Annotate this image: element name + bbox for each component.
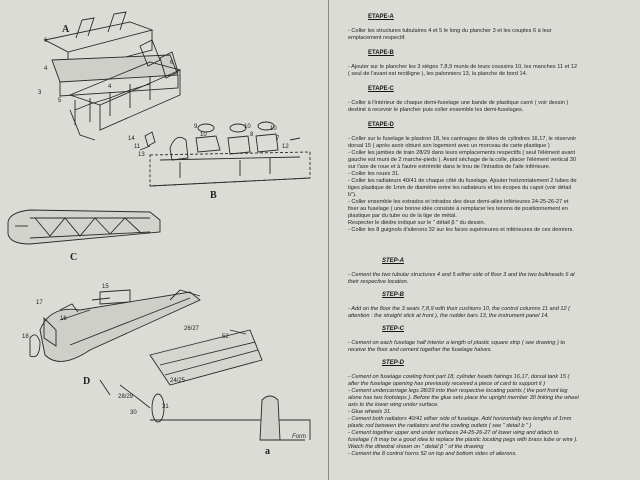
text-line: Watch the dihedral shown on " detail β " of the drawing <box>348 444 484 450</box>
part-number: 14 <box>128 136 135 142</box>
part-number: 7 <box>276 136 280 142</box>
drawing-b <box>140 122 310 186</box>
step-c-text <box>348 340 640 354</box>
text-line: plastique par du tube ou de la tige de métal. <box>348 213 457 219</box>
part-number: 52 <box>222 334 229 340</box>
text-line: emplacement respectif. <box>348 35 406 41</box>
etape-c-title: ETAPE-C <box>368 86 394 92</box>
text-line: - Add on the floor the 3 seats 7,8,9 with their cushions 10, the control columns 11 and 12 ( <box>348 306 571 312</box>
part-number: 4 <box>44 66 48 72</box>
text-line: - Coller à l'intérieur de chaque demi-fuselage une bande de plastique carré ( voir dessin ) <box>348 100 569 106</box>
part-number: 16 <box>60 316 67 322</box>
page-fold <box>328 0 329 480</box>
part-number: 26/27 <box>184 326 200 332</box>
part-number: 8 <box>250 132 254 138</box>
text-line: destiné à recevoir le plancher puis coller ensemble les demi-fuselages. <box>348 107 524 113</box>
step-a-title: STEP-A <box>382 258 405 264</box>
step-b-title: STEP-B <box>382 292 405 298</box>
part-number: 11 <box>134 144 141 150</box>
text-line: ( seul de l'avant est rectiligne ), les palonniers 13, la planche de bord 14. <box>348 71 528 77</box>
text-line: - Cement the two tubular structures 4 and 5 either side of floor 3 and the two bulkheads 6 at <box>348 272 575 278</box>
drawing-label-a-lower: a <box>265 446 270 457</box>
text-line: - Coller les 8 guignols d'ailerons 32 sur les faces supérieures et inférieures de ces derniers. <box>348 227 574 233</box>
drawing-label-c: C <box>70 252 78 263</box>
text-line: - Glue wheels 31. <box>348 409 392 415</box>
text-line: - Cement on fuselage cowling front part 18, cylinder heads fairings 16,17, dorsal tank 15 ( <box>348 374 570 380</box>
text-line: Respecter le dièdre indiqué sur le " détail β " du dessin. <box>348 220 486 226</box>
text-line: sur l'axe de roue et à l'autre extrémité dans le trou de l'intrados de l'aile inférieure. <box>348 164 551 170</box>
text-line: tiges plastique de 1mm de diamètre entre les radiateurs et les écopes du capot (voir détail <box>348 185 571 191</box>
part-number: 9 <box>194 124 198 130</box>
part-number: 10 <box>270 126 277 132</box>
part-number: 17 <box>36 300 43 306</box>
text-line: - Coller ensemble les extrados et intrados des deux demi-ailes inférieures 24-25-26-27 et <box>348 199 569 205</box>
part-number: 5 <box>58 98 62 104</box>
text-line: attention : the straight stick at front ), the rudder bars 13, the instrument panel 14. <box>348 313 549 319</box>
drawing-d <box>30 290 310 440</box>
text-line: - Ajouter sur le plancher les 3 sièges 7,8,9 munis de leurs coussins 10, les manches 11 et 12 <box>348 64 578 70</box>
text-line: - Coller les structures tubulaires 4 et 5 le long du plancher 3 et les couples 6 à leur <box>348 28 552 34</box>
drawing-label-b: B <box>210 190 217 201</box>
part-number: 6 <box>170 60 174 66</box>
text-line: fixer au fuselage ( une bonne idée consiste à remplacer les tenons de positionnement en <box>348 206 568 212</box>
text-line: fuselage ( It may be a good idea to replace the plastic locating pegs with brass tube or wire ). <box>348 437 578 443</box>
text-line: - Coller sur le fuselage le plastron 18, les carénages de têtes de cylindres 16,17, le réservoir <box>348 136 577 142</box>
part-number: 13 <box>138 152 145 158</box>
text-line: - Cement the 8 control horns 52 on top and bottom sides of ailerons. <box>348 451 517 457</box>
part-number: 6 <box>44 38 48 44</box>
text-line: - Cement undercarriage legs 28/29 into their respective locating points ( the port front leg <box>348 388 568 394</box>
text-line: - Coller les radiateurs 40/41 de chaque côté du fuselage. Ajouter horizontalement 2 tubes de <box>348 178 577 184</box>
text-line: axis to the lower wing under surface. <box>348 402 439 408</box>
step-d-title: STEP-D <box>382 360 405 366</box>
etape-d-title: ETAPE-D <box>368 122 394 128</box>
part-number: 12 <box>282 144 289 150</box>
text-line: - Cement together upper and under surfaces 24-25-26-27 of lower wing and attach to <box>348 430 559 436</box>
text-line: gauche est muni de 2 marche-pieds ). Avant séchage de la colle, placer l'élément vertical 30 <box>348 157 576 163</box>
part-number: 30 <box>130 410 137 416</box>
etape-a-text <box>348 28 640 42</box>
text-line: - Cement on each fuselage half interior a length of plastic square strip ( see drawing ) to <box>348 340 566 346</box>
text-line: after the fuselage opening has previously received a piece of card to support it ) <box>348 381 546 387</box>
drawing-c <box>8 210 160 244</box>
part-number: 10 <box>200 132 207 138</box>
part-number: 18 <box>22 334 29 340</box>
part-number: 10 <box>244 124 251 130</box>
etape-b-text <box>348 64 640 78</box>
drawing-label-a: A <box>62 24 70 35</box>
text-line: - Cement both radiators 40/41 either side of fuselage. Add horizontally two lengths of 1mm <box>348 416 572 422</box>
part-number: 28/29 <box>118 394 134 400</box>
step-d-text <box>348 374 640 458</box>
text-line: dorsal 15 ( après avoir obturé son logement avec un morceau de carte plastique ) <box>348 143 550 149</box>
text-line: - Coller les roues 31. <box>348 171 400 177</box>
text-line: receive the floor and cement together the fuselage halves. <box>348 347 492 353</box>
part-number: 4 <box>108 84 112 90</box>
drawing-label-d: D <box>83 376 91 387</box>
part-number: 15 <box>102 284 109 290</box>
text-line: alone has two footsteps ). Before the glue sets place the upright member 30 linking the wheel <box>348 395 579 401</box>
step-a-text <box>348 272 640 286</box>
instructions-text <box>338 6 634 476</box>
text-line: their respective location. <box>348 279 409 285</box>
etape-d-text <box>348 136 640 234</box>
part-number: 31 <box>162 404 169 410</box>
text-line: plastic rod between the radiators and the cowling outlets ( see " detail b " ) <box>348 423 532 429</box>
text-line: b"). <box>348 192 357 198</box>
text-line: - Coller les jambes de train 28/29 dans leurs emplacements respectifs ( seul l'élément avant <box>348 150 576 156</box>
step-c-title: STEP-C <box>382 326 405 332</box>
form-label: Form <box>292 434 306 440</box>
part-number: 3 <box>38 90 42 96</box>
step-b-text <box>348 306 640 320</box>
etape-c-text <box>348 100 640 114</box>
etape-a-title: ETAPE-A <box>368 14 394 20</box>
part-number: 24/25 <box>170 378 186 384</box>
etape-b-title: ETAPE-B <box>368 50 394 56</box>
